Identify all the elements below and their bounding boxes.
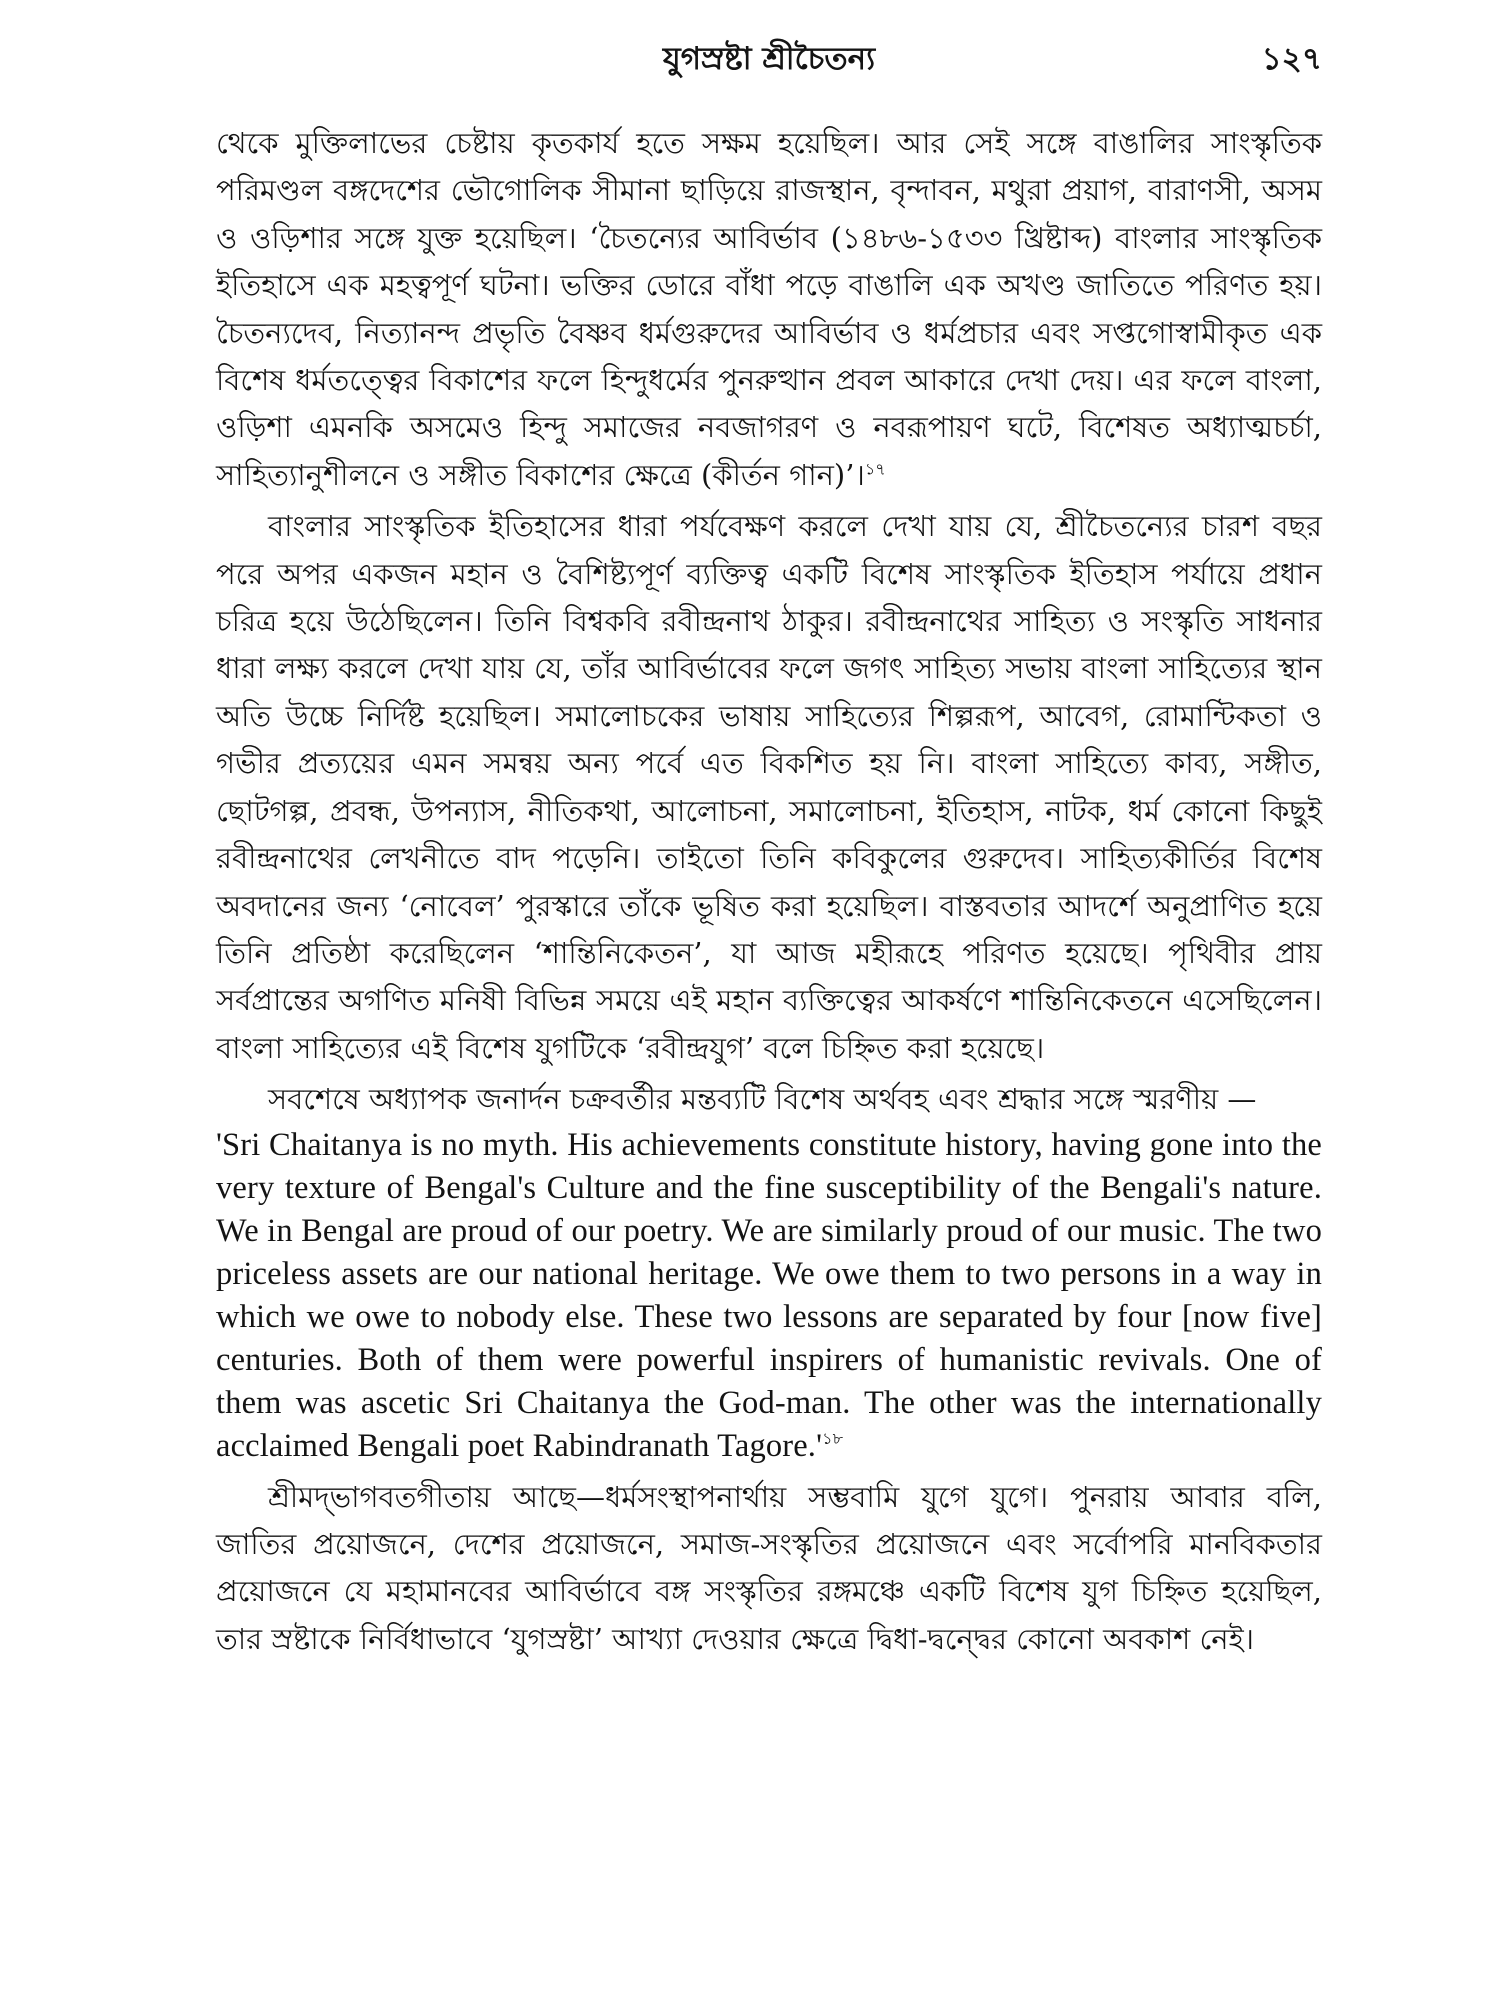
english-quotation [216,1124,1322,1468]
quote-introduction-text: সবশেষে অধ্যাপক জনার্দন চক্রবর্তীর মন্তব্যটি বিশেষ অর্থবহ এবং শ্রদ্ধার সঙ্গে স্মরণীয় — [268,1082,1257,1117]
paragraph-1-text: থেকে মুক্তিলাভের চেষ্টায় কৃতকার্য হতে সক্ষম হয়েছিল। আর সেই সঙ্গে বাঙালির সাংস্কৃতিক পরিমণ্ডল বঙ্গদেশের ভৌগোলিক সীমানা ছাড়িয়ে রাজস্থান, বৃন্দাবন, মথুরা প্রয়াগ, বারাণসী, অসম ও ওড়িশার সঙ্গে যুক্ত হয়েছিল। ‘চৈতন্যের আবির্ভাব (১৪৮৬-১৫৩৩ খ্রিষ্টাব্দ) বাংলার সাংস্কৃতিক ইতিহাসে এক মহত্বপূর্ণ ঘটনা। ভক্তির ডোরে বাঁধা পড়ে বাঙালি এক অখণ্ড জাতিতে পরিণত হয়। চৈতন্যদেব, নিত্যানন্দ প্রভৃতি বৈষ্ণব ধর্মগুরুদের আবির্ভাব ও ধর্মপ্রচার এবং সপ্তগোস্বামীকৃত এক বিশেষ ধর্মতত্ত্বের বিকাশের ফলে হিন্দুধর্মের পুনরুত্থান প্রবল আকারে দেখা দেয়। এর ফলে বাংলা, ওড়িশা এমনকি অসমেও হিন্দু সমাজের নবজাগরণ ও নবরূপায়ণ ঘটে, বিশেষত অধ্যাত্মচর্চা, সাহিত্যানুশীলনে ও সঙ্গীত বিকাশের ক্ষেত্রে (কীর্তন গান)’। [216,126,1322,492]
paragraph-1 [216,120,1322,499]
footnote-ref-17: ১৭ [864,459,886,479]
paragraph-2 [216,503,1322,1072]
page-header [216,34,1322,84]
english-quotation-text: 'Sri Chaitanya is no myth. His achievements constitute history, having gone into the very texture of Bengal's Culture and the fine susceptibility of the Bengali's nature. We in Bengal are proud of our poetry. We are similarly proud of our music. The two priceless assets are our national heritage. We owe them to two persons in a way in which we owe to nobody else. These two lessons are separated by four [now five] centuries. Both of them were powerful inspirers of humanistic revivals. One of them was ascetic Sri Chaitanya the God-man. The other was the internationally acclaimed Bengali poet Rabindranath Tagore.' [216,1126,1322,1464]
footnote-ref-18: ১৮ [822,1430,844,1448]
running-title: যুগস্রষ্টা শ্রীচৈতন্য [662,41,876,77]
page-body [216,120,1322,1667]
paragraph-2-text: বাংলার সাংস্কৃতিক ইতিহাসের ধারা পর্যবেক্ষণ করলে দেখা যায় যে, শ্রীচৈতন্যের চারশ বছর পরে অপর একজন মহান ও বৈশিষ্ট্যপূর্ণ ব্যক্তিত্ব একটি বিশেষ সাংস্কৃতিক ইতিহাস পর্যায়ে প্রধান চরিত্র হয়ে উঠেছিলেন। তিনি বিশ্বকবি রবীন্দ্রনাথ ঠাকুর। রবীন্দ্রনাথের সাহিত্য ও সংস্কৃতি সাধনার ধারা লক্ষ্য করলে দেখা যায় যে, তাঁর আবির্ভাবের ফলে জগৎ সাহিত্য সভায় বাংলা সাহিত্যের স্থান অতি উচ্চে নির্দিষ্ট হয়েছিল। সমালোচকের ভাষায় সাহিত্যের শিল্পরূপ, আবেগ, রোমান্টিকতা ও গভীর প্রত্যয়ের এমন সমন্বয় অন্য পর্বে এত বিকশিত হয় নি। বাংলা সাহিত্যে কাব্য, সঙ্গীত, ছোটগল্প, প্রবন্ধ, উপন্যাস, নীতিকথা, আলোচনা, সমালোচনা, ইতিহাস, নাটক, ধর্ম কোনো কিছুই রবীন্দ্রনাথের লেখনীতে বাদ পড়েনি। তাইতো তিনি কবিকুলের গুরুদেব। সাহিত্যকীর্তির বিশেষ অবদানের জন্য ‘নোবেল’ পুরস্কারে তাঁকে ভূষিত করা হয়েছিল। বাস্তবতার আদর্শে অনুপ্রাণিত হয়ে তিনি প্রতিষ্ঠা করেছিলেন ‘শান্তিনিকেতন’, যা আজ মহীরূহে পরিণত হয়েছে। পৃথিবীর প্রায় সর্বপ্রান্তের অগণিত মনিষী বিভিন্ন সময়ে এই মহান ব্যক্তিত্বের আকর্ষণে শান্তিনিকেতনে এসেছিলেন। বাংলা সাহিত্যের এই বিশেষ যুগটিকে ‘রবীন্দ্রযুগ’ বলে চিহ্নিত করা হয়েছে। [216,509,1322,1065]
paragraph-5 [216,1474,1322,1664]
paragraph-5-text: শ্রীমদ্‌ভাগবতগীতায় আছে—ধর্মসংস্থাপনার্থায় সম্ভবামি যুগে যুগে। পুনরায় আবার বলি, জাতির প্রয়োজনে, দেশের প্রয়োজনে, সমাজ-সংস্কৃতির প্রয়োজনে এবং সর্বোপরি মানবিকতার প্রয়োজনে যে মহামানবের আবির্ভাবে বঙ্গ সংস্কৃতির রঙ্গমঞ্চে একটি বিশেষ যুগ চিহ্নিত হয়েছিল, তার স্রষ্টাকে নির্বিধাভাবে ‘যুগস্রষ্টা’ আখ্যা দেওয়ার ক্ষেত্রে দ্বিধা-দ্বন্দ্বের কোনো অবকাশ নেই। [216,1479,1322,1656]
page-number: ১২৭ [1261,41,1322,77]
quote-introduction [216,1076,1322,1123]
